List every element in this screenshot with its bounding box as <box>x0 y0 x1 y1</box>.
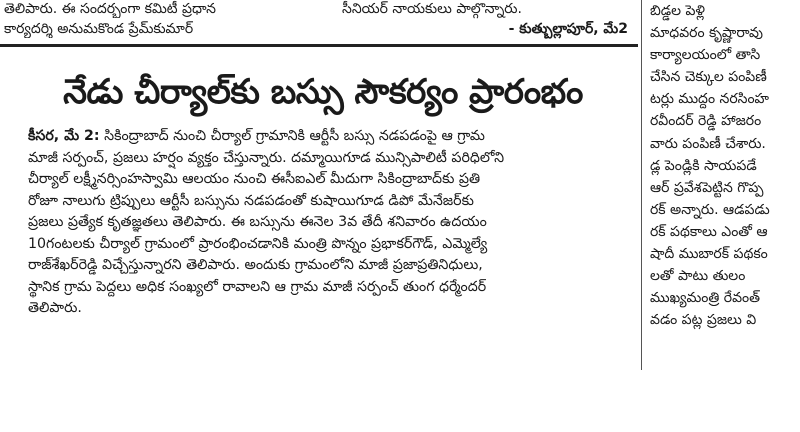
adjacent-column-line: షాదీ ముబారక్ పథకం <box>650 246 768 263</box>
article-headline: నేడు చీర్యాల్‌కు బస్సు సౌకర్యం ప్రారంభం <box>63 72 583 112</box>
adjacent-column-line: మాధవరం కృష్ణారావు <box>650 25 763 42</box>
adjacent-column-line: లతో పాటు తులం <box>650 268 746 285</box>
section-divider <box>0 44 638 47</box>
adjacent-column-line: ఆర్ ప్రవేశపెట్టిన గొప్ప <box>650 179 764 196</box>
previous-story-line-1: తెలిపారు. ఈ సందర్భంగా కమిటీ ప్రధాన <box>4 1 216 17</box>
article-line-text: సికింద్రాబాద్ నుంచి చీర్యాల్ గ్రామానికి ఆర్టీసీ బస్సు నడపడంపై ఆ గ్రామ <box>104 128 485 144</box>
adjacent-column-line: టర్లు ముద్దం నరసింహ <box>650 91 770 108</box>
adjacent-column-line: రవీందర్ రెడ్డి హాజరం <box>650 113 762 130</box>
previous-story-dateline: - కుత్బుల్లాపూర్, మే2 <box>508 21 628 37</box>
adjacent-column-fragment <box>650 0 800 370</box>
article-line: చీర్యాల్ లక్ష్మీనర్సింహస్వామి ఆలయం నుంచి ఈసీఐఎల్ మీదుగా సికింద్రాబాద్‌కు ప్రతి <box>28 171 481 187</box>
article-line: రోజూ నాలుగు ట్రిప్పులు ఆర్టీసీ బస్సును నడపడంతో కుషాయిగూడ డిపో మేనేజర్‌కు <box>28 192 474 209</box>
article-line: 10గంటలకు చీర్యాల్ గ్రామంలో ప్రారంభించడానికి మంత్రి పొన్నం ప్రభాకర్‌గౌడ్, ఎమ్మెల్యే <box>28 235 488 252</box>
adjacent-column-line: బిడ్డల పెళ్లి <box>650 3 705 19</box>
previous-story-line-2: కార్యదర్శి అనుమకొండ ప్రేమ్‌కుమార్ <box>4 21 194 37</box>
adjacent-column-line: వారు పంపిణీ చేశారు. <box>650 135 766 152</box>
adjacent-column-line: కార్యాలయంలో తాసి <box>650 47 761 64</box>
column-divider <box>641 0 642 370</box>
article-line: ప్రజలు ప్రత్యేక కృతజ్ఞతలు తెలిపారు. ఈ బస్సును ఈనెల 3వ తేదీ శనివారం ఉదయం <box>28 214 487 230</box>
adjacent-column-line: వడం పట్ల ప్రజలు వి <box>650 312 757 329</box>
article-line: రాజ్‌శేఖర్‌రెడ్డి విచ్చేస్తున్నారని తెలిపారు. అందుకు గ్రామంలోని మాజీ ప్రజాప్రతినిధులు, <box>28 257 483 273</box>
article-dateline: కీసర, మే 2: <box>28 128 100 144</box>
article-line: స్థానిక గ్రామ పెద్దలు అధిక సంఖ్యలో రావాలని ఆ గ్రామ మాజీ సర్పంచ్ తుంగ ధర్మేందర్ <box>28 278 487 295</box>
adjacent-column-line: రక్ అన్నారు. ఆడపడు <box>650 201 770 218</box>
adjacent-column-line: రక్ పథకాలు ఎంతో ఆ <box>650 223 768 240</box>
previous-story-line-3: సీనియర్ నాయకులు పాల్గొన్నారు. <box>342 1 522 17</box>
adjacent-column-line: డ్ల పెండ్లికి సాయపడే <box>650 157 757 174</box>
adjacent-column-line: ముఖ్యమంత్రి రేవంత్ <box>650 290 761 307</box>
article-body <box>28 126 628 320</box>
previous-story-fragment <box>0 0 640 48</box>
adjacent-column-line: చేసిన చెక్కుల పంపిణీ <box>650 69 767 86</box>
article-line <box>28 126 628 148</box>
article-line: తెలిపారు. <box>28 300 82 316</box>
article-line: మాజీ సర్పంచ్, ప్రజలు హర్షం వ్యక్తం చేస్తున్నారు. దమ్మాయిగూడ మున్సిపాలిటీ పరిధిలోని <box>28 149 505 166</box>
